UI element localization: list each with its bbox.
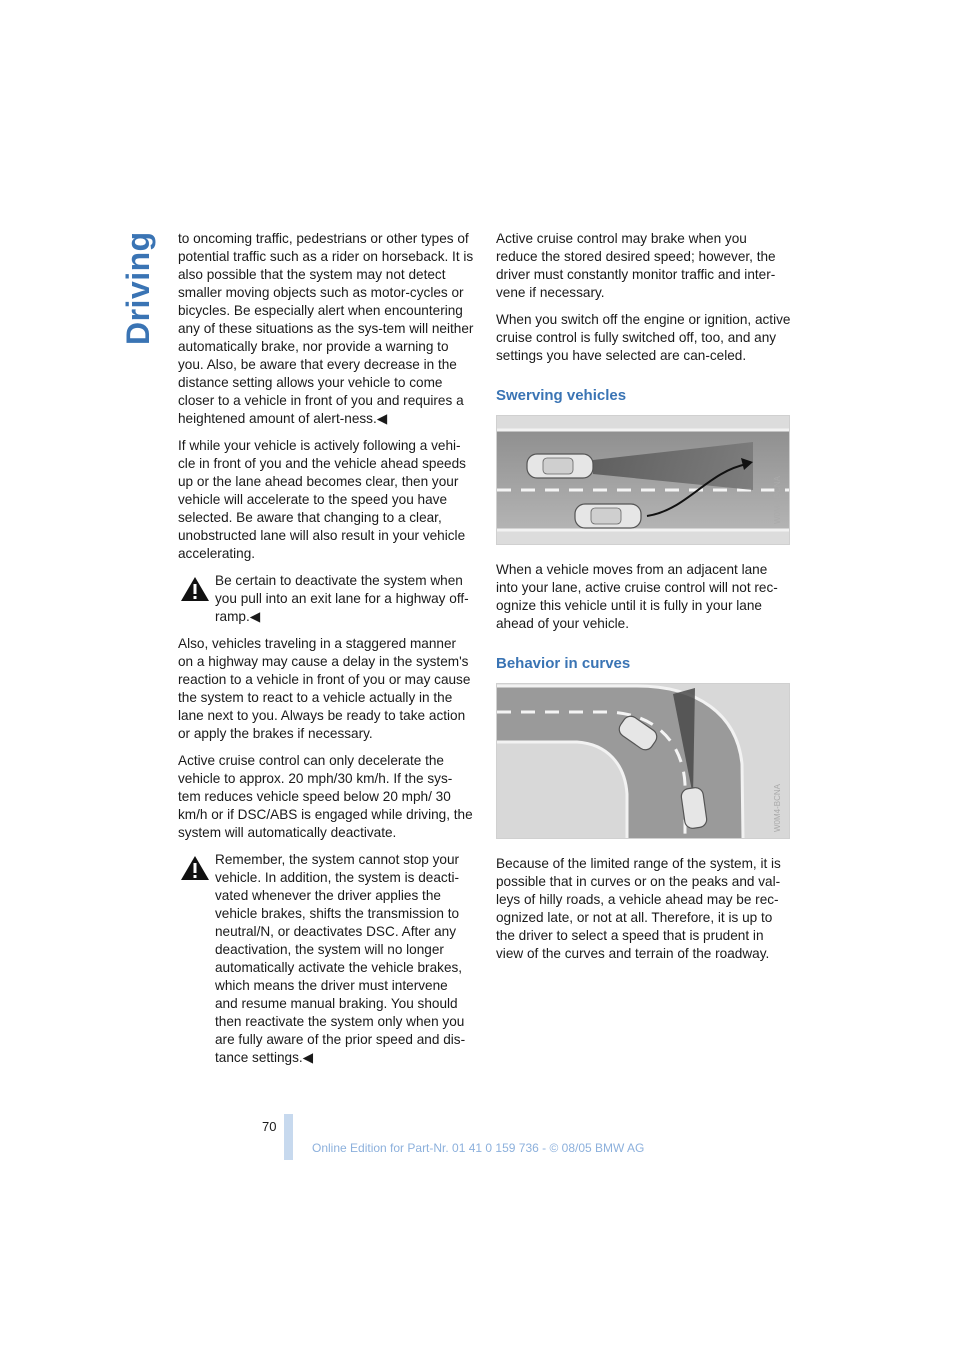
figure-code: W0M4-BCNA <box>773 476 782 525</box>
paragraph: Active cruise control may brake when you reduce the stored desired speed; however, the driver must constantly monitor traffic and inter-vene if necessary. <box>496 231 776 300</box>
warning-note <box>178 572 474 626</box>
left-column <box>178 230 474 1076</box>
right-column <box>496 230 792 972</box>
paragraph: When a vehicle moves from an adjacent lane into your lane, active cruise control will not rec-ognize this vehicle until it is fully in your lane ahead of your vehicle. <box>496 562 778 631</box>
section-tab <box>118 225 158 345</box>
warning-triangle-icon <box>180 855 210 881</box>
curve-diagram <box>497 684 789 838</box>
footer-bar <box>284 1114 293 1160</box>
section-heading: Swerving vehicles <box>496 387 627 404</box>
figure-code: W0M4-BCNA <box>773 784 782 833</box>
paragraph: Because of the limited range of the system, it is possible that in curves or on the peaks and val-leys of hilly roads, a vehicle ahead may be rec-ognized late, or not at all. Therefore, it is up to the driver to select a speed that is prudent in view of the curves and terrain of the roadway. <box>496 856 781 961</box>
paragraph: When you switch off the engine or ignition, active cruise control is fully switched off, too, and any settings you have selected are can-celed. <box>496 312 791 363</box>
swerving-diagram <box>497 416 789 544</box>
warning-text: Be certain to deactivate the system when you pull into an exit lane for a highway off-ramp.◀ <box>215 573 469 624</box>
edition-footer: Online Edition for Part-Nr. 01 41 0 159 736 - © 08/05 BMW AG <box>312 1141 645 1155</box>
paragraph: Active cruise control can only decelerate the vehicle to approx. 20 mph/30 km/h. If the sys-tem reduces vehicle speed below 20 mph/ 30 km/h or if DSC/ABS is engaged while driving, the system will automatically deactivate. <box>178 753 473 840</box>
page-number: 70 <box>262 1119 277 1134</box>
warning-text: Remember, the system cannot stop your vehicle. In addition, the system is deacti-vated whenever the driver applies the vehicle brakes, shifts the transmission to neutral/N, or deactivates DSC. After any deactivation, the system will no longer automatically activate the vehicle brakes, which means the driver must intervene and resume manual braking. You should then reactivate the system only when you are fully aware of the prior speed and dis-tance settings.◀ <box>215 852 466 1065</box>
section-tab-label: Driving <box>120 231 156 345</box>
paragraph: to oncoming traffic, pedestrians or other types of potential traffic such as a rider on horseback. It is also possible that the system may not detect smaller moving objects such as motor-cycles or bicycles. Be especially alert when encountering any of these situations as the sys-tem will neither automatically brake, nor provide a warning to you. Also, be aware that every decrease in the distance setting allows your vehicle to come closer to a vehicle in front of you and requires a heightened amount of alert-ness.◀ <box>178 231 474 426</box>
swerving-vehicles-illustration <box>496 415 790 545</box>
curve-behavior-illustration <box>496 683 790 839</box>
warning-note <box>178 851 474 1067</box>
section-heading: Behavior in curves <box>496 655 631 672</box>
warning-triangle-icon <box>180 576 210 602</box>
paragraph: Also, vehicles traveling in a staggered manner on a highway may cause a delay in the system's reaction to a vehicle in front of you or may cause the system to react to a vehicle actually in the lane next to you. Always be ready to take action or apply the brakes if necessary. <box>178 636 471 741</box>
paragraph: If while your vehicle is actively following a vehi-cle in front of you and the vehicle ahead speeds up or the lane ahead becomes clear, then your vehicle will accelerate to the speed you have selected. Be aware that changing to a clear, unobstructed lane will also result in your vehicle accelerating. <box>178 438 466 561</box>
